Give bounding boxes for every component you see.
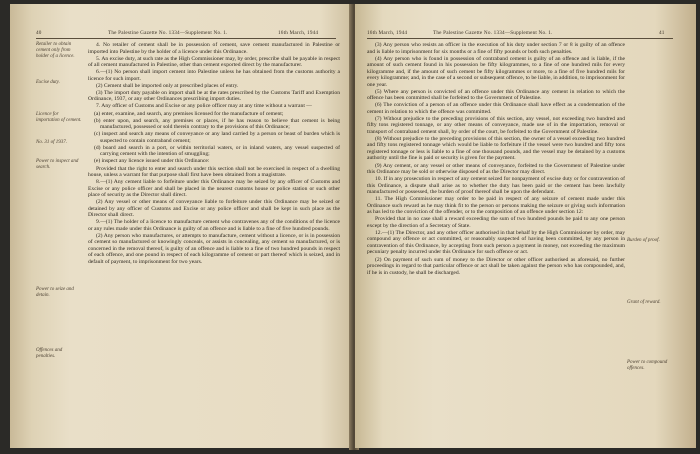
section-paragraph: 12.—(1) The Director, and any other officer authorised in that behalf by the High Commissioner by order, may compound any offence or act committed, or reasonably suspected of having been committed, by any person in contravention of this Ordinance, by accepting from such person a payment in money, not exceeding the maximum pecuniary penalty incurred under this Ordinance for such offence or act. [367,229,625,256]
section-paragraph: 7. Any officer of Customs and Excise or any police officer may at any time without a warrant — [96,103,312,110]
section-paragraph: (2) Cement shall be imported only at prescribed places of entry. [96,82,239,89]
section-paragraph: (a) enter, examine, and search, any premises licensed for the manufacture of cement; [94,110,284,117]
section-paragraph: (3) The import duty payable on import shall be at the rates prescribed by the Customs Tariff and Exemption Ordinance, 1937, or any other Ordinances prescribing import duties. [88,89,340,103]
right-running-title: The Palestine Gazette No. 1334—Supplement No. 1. [433,30,553,36]
left-running-title: The Palestine Gazette No. 1334—Supplement No. 1. [108,30,228,36]
open-book [10,4,696,450]
section-paragraph: 8.—(1) Any cement liable to forfeiture under this Ordinance may be seized by any officer of Customs and Excise or any police officer and shall be placed in the nearest customs house or police station or such other place of security as the Director shall direct. [88,179,340,199]
section-paragraph: (9) Any cement, or any vessel or other means of conveyance, forfeited to the Government of Palestine under this Ordinance may be sold or otherwise disposed of as the Director may direct. [367,162,625,176]
section-paragraph: (c) inspect and search any means of conveyance or any land carried by a person or beast of burden which is suspected to contain contraband cement; [94,131,340,144]
margin-note: Grant of reward. [627,300,661,305]
section-paragraph: 4. No retailer of cement shall be in possession of cement, save cement manufactured in Palestine or imported into Palestine by the holder of a licence under this Ordinance. [88,42,340,55]
left-page [10,4,353,448]
right-page-body [367,42,625,277]
section-paragraph: 9.—(1) The holder of a licence to manufacture cement who contravenes any of the conditions of the licence or any rules made under this Ordinance is guilty of an offence and is liable to a fine of five hundred pounds. [88,219,340,232]
margin-note: Excise duty. [36,80,60,85]
section-paragraph: (b) enter upon, and search, any premises or places, if he has reason to believe that cement is being manufactured, possessed or sold therein contrary to the provisions of this Ordinance; [94,117,340,131]
right-page-number: 41 [659,30,665,36]
section-paragraph: (e) inspect any licence issued under this Ordinance: [94,158,210,165]
section-paragraph: 6.—(1) No person shall import cement into Palestine unless he has obtained from the customs authority a licence for such import. [88,69,340,82]
section-paragraph: 10. If in any prosecution in respect of any cement seized for nonpayment of excise duty or for contravention of this Ordinance, a dispute shall arise as to whether the duty has been paid or the cement has been lawfully manufactured or possessed, the burden of proof thereof shall be upon the defendant. [367,176,625,196]
margin-note: Power to compound offences. [627,360,668,371]
section-paragraph: 11. The High Commissioner may order to be paid in respect of any seizure of cement made under this Ordinance such reward as he may think fit to the person or persons making the seizure or giving such information as has led to the conviction of the offender, or to the composition of an offence under section 12: [367,196,625,216]
left-page-date: 16th March, 1944 [278,30,319,36]
section-paragraph: (2) Any vessel or other means of conveyance liable to forfeiture under this Ordinance may be seized or detained by any officer of Customs and Excise or any police officer and shall be kept in such place as the Director shall direct. [88,199,340,219]
section-paragraph: (6) The conviction of a person of an offence under this Ordinance shall have effect as a condemnation of the cement in relation to which the offence was committed. [367,102,625,115]
margin-note: Licence for importation of cement. [36,112,82,123]
margin-note: Power to inspect and search. [36,159,79,170]
right-page-date: 16th March, 1944 [367,30,408,36]
margin-note: Power to seize and detain. [36,287,74,298]
section-paragraph: 5. An excise duty, at such rate as the High Commissioner may, by order, prescribe shall be payable in respect of all cement manufactured in Palestine, other than cement exported direct by the manufacturer. [88,55,340,69]
margin-note: Offences and penalties. [36,348,63,359]
section-paragraph: (5) Where any person is convicted of an offence under this Ordinance any cement in relation to which the offence has been committed shall be forfeited to the Government of Palestine. [367,88,625,102]
section-paragraph: (d) board and search in a port, or within territorial waters, or in inland waters, any vessel suspected of carrying cement with the intention of smuggling; [94,144,340,158]
section-paragraph: (4) Any person who is found in possession of contraband cement is guilty of an offence and is liable, if the amount of such cement found in his possession be fifty kilogrammes, to a fine of one hundred mils for every kilogramme and, if the amount of such cement be fifty kilogrammes or more, to a fine of five hundred mils for every kilogramme; and, in the case of a second or subsequent offence, to be liable, in addition, to imprisonment for one year. [367,55,625,88]
section-paragraph: (7) Without prejudice to the preceding provisions of this section, any vessel, not exceeding two hundred and fifty tons registered tonnage, or any other means of conveyance, made use of in the importation, removal or transport of contraband cement shall, by order of the court, be forfeited to the Government of Palestine. [367,115,625,135]
left-page-body [88,42,340,266]
margin-note: Retailer to obtain cement only from holder of a licence. [36,42,75,59]
right-header-rule [367,38,673,39]
right-page [355,4,696,448]
section-paragraph: (8) Without prejudice to the preceding provisions of this section, the owner of a vessel exceeding two hundred and fifty tons registered tonnage which would be liable to forfeiture if the vessel were two hundred and fifty tons registered tonnage or less is liable to a fine of one thousand pounds, and the vessel may be detained by a customs authority until the fine is paid or security is given for the payment. [367,135,625,162]
section-paragraph: (3) Any person who resists an officer in the execution of his duty under section 7 or 8 is guilty of an offence and is liable to imprisonment for six months or a fine of fifty pounds or both such penalties. [367,42,625,55]
margin-note: No. 31 of 1937. [36,140,67,145]
left-page-number: 40 [36,30,42,36]
left-header-rule [36,38,336,39]
section-paragraph: (2) On payment of such sum of money to the Director or other officer authorised as aforesaid, no further proceedings in regard to that particular offence or act shall be taken against the person who has compounded, and, if he is in custody, he shall be discharged. [367,256,625,276]
margin-note: Burden of proof. [627,238,660,243]
section-paragraph: Provided that the right to enter and search under this section shall not be exercised in respect of a dwelling house, unless a warrant for that purpose shall first have been obtained from a magistrate. [88,165,340,179]
section-paragraph: (2) Any person who manufactures, or attempts to manufacture, cement without a licence, or is in possession of cement so manufactured or knowingly conceals, or assists in concealing, any cement so manufactured, or is concerned in the removal thereof, is guilty of an offence and is liable to a fine of two hundred pounds in respect of each offence, and one pound in respect of each kilogramme of cement or part thereof which is seized, and in default of payment, to imprisonment for two years. [88,232,340,265]
section-paragraph: Provided that in no case shall a reward exceeding the sum of two hundred pounds be paid to any one person except by the direction of a Secretary of State. [367,216,625,229]
